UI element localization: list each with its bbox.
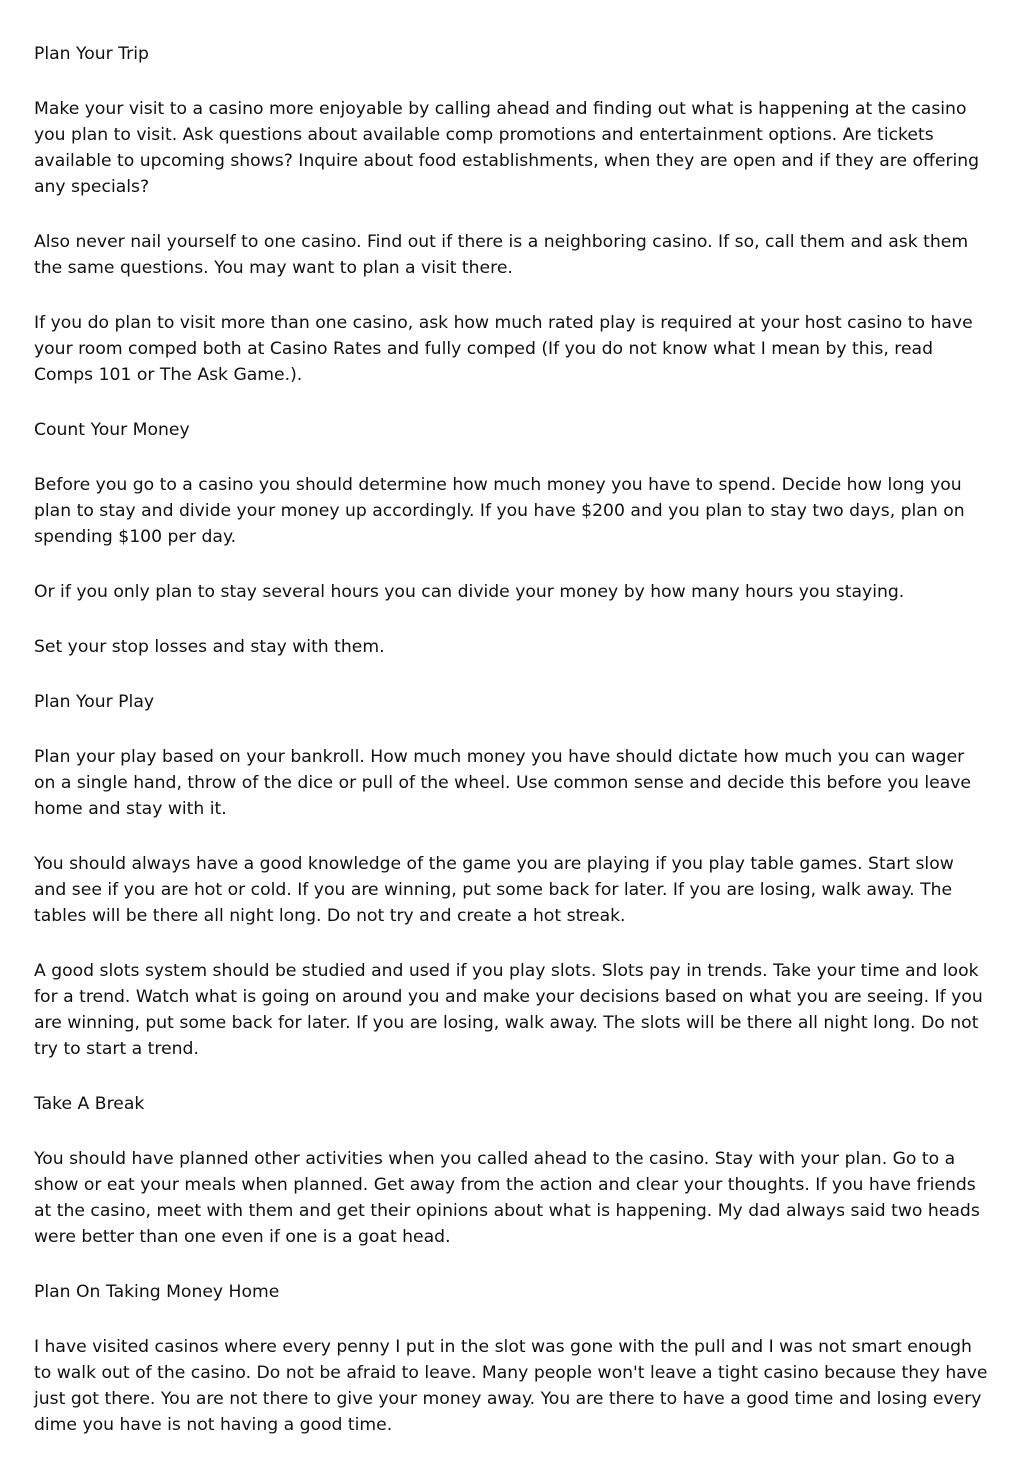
paragraph: You should always have a good knowledge of the game you are playing if you play table games. Start slow and see if you are hot or cold. If you are winning, put some back for later. If you are losing, walk away. The tables will be there all night long. Do not try and create a hot streak. — [34, 854, 954, 926]
paragraph: Make your visit to a casino more enjoyable by calling ahead and finding out what is happening at the casino you plan to visit. Ask questions about available comp promotions and entertainment options. Are tickets available to upcoming shows? Inquire about food establishments, when they are open and if they are offering any specials? — [34, 99, 980, 197]
paragraph: Also never nail yourself to one casino. Find out if there is a neighboring casino. If so, call them and ask them the same questions. You may want to plan a visit there. — [34, 232, 969, 278]
paragraph: If you do plan to visit more than one casino, ask how much rated play is required at your host casino to have your room comped both at Casino Rates and fully comped (If you do not know what I mean by this, read Comps 101 or The Ask Game.). — [34, 313, 973, 385]
section-heading-plan-your-trip: Plan Your Trip — [34, 44, 149, 64]
paragraph: A good slots system should be studied and used if you play slots. Slots pay in trends. Take your time and look for a trend. Watch what is going on around you and make your decisions based on what you are seeing. If you are winning, put some back for later. If you are losing, walk away. The slots will be there all night long. Do not try to start a trend. — [34, 961, 983, 1059]
document-page — [34, 41, 990, 1467]
paragraph: Set your stop losses and stay with them. — [34, 637, 385, 657]
paragraph: I have visited casinos where every penny I put in the slot was gone with the pull and I was not smart enough to walk out of the casino. Do not be afraid to leave. Many people won't leave a tight casino because they have just got there. You are not there to give your money away. You are there to have a good time and losing every dime you have is not having a good time. — [34, 1337, 988, 1435]
section-heading-take-a-break: Take A Break — [34, 1094, 145, 1114]
paragraph: Plan your play based on your bankroll. How much money you have should dictate how much you can wager on a single hand, throw of the dice or pull of the wheel. Use common sense and decide this before you leave home and stay with it. — [34, 747, 972, 819]
section-heading-plan-your-play: Plan Your Play — [34, 692, 155, 712]
paragraph: Or if you only plan to stay several hours you can divide your money by how many hours you staying. — [34, 582, 905, 602]
paragraph: You should have planned other activities when you called ahead to the casino. Stay with your plan. Go to a show or eat your meals when planned. Get away from the action and clear your thoughts. If you have friends at the casino, meet with them and get their opinions about what is happening. My dad always said two heads were better than one even if one is a goat head. — [34, 1149, 980, 1247]
paragraph: Before you go to a casino you should determine how much money you have to spend. Decide how long you plan to stay and divide your money up accordingly. If you have $200 and you plan to stay two days, plan on spending $100 per day. — [34, 475, 965, 547]
section-heading-count-your-money: Count Your Money — [34, 420, 190, 440]
section-heading-plan-on-taking-money-home: Plan On Taking Money Home — [34, 1282, 280, 1302]
